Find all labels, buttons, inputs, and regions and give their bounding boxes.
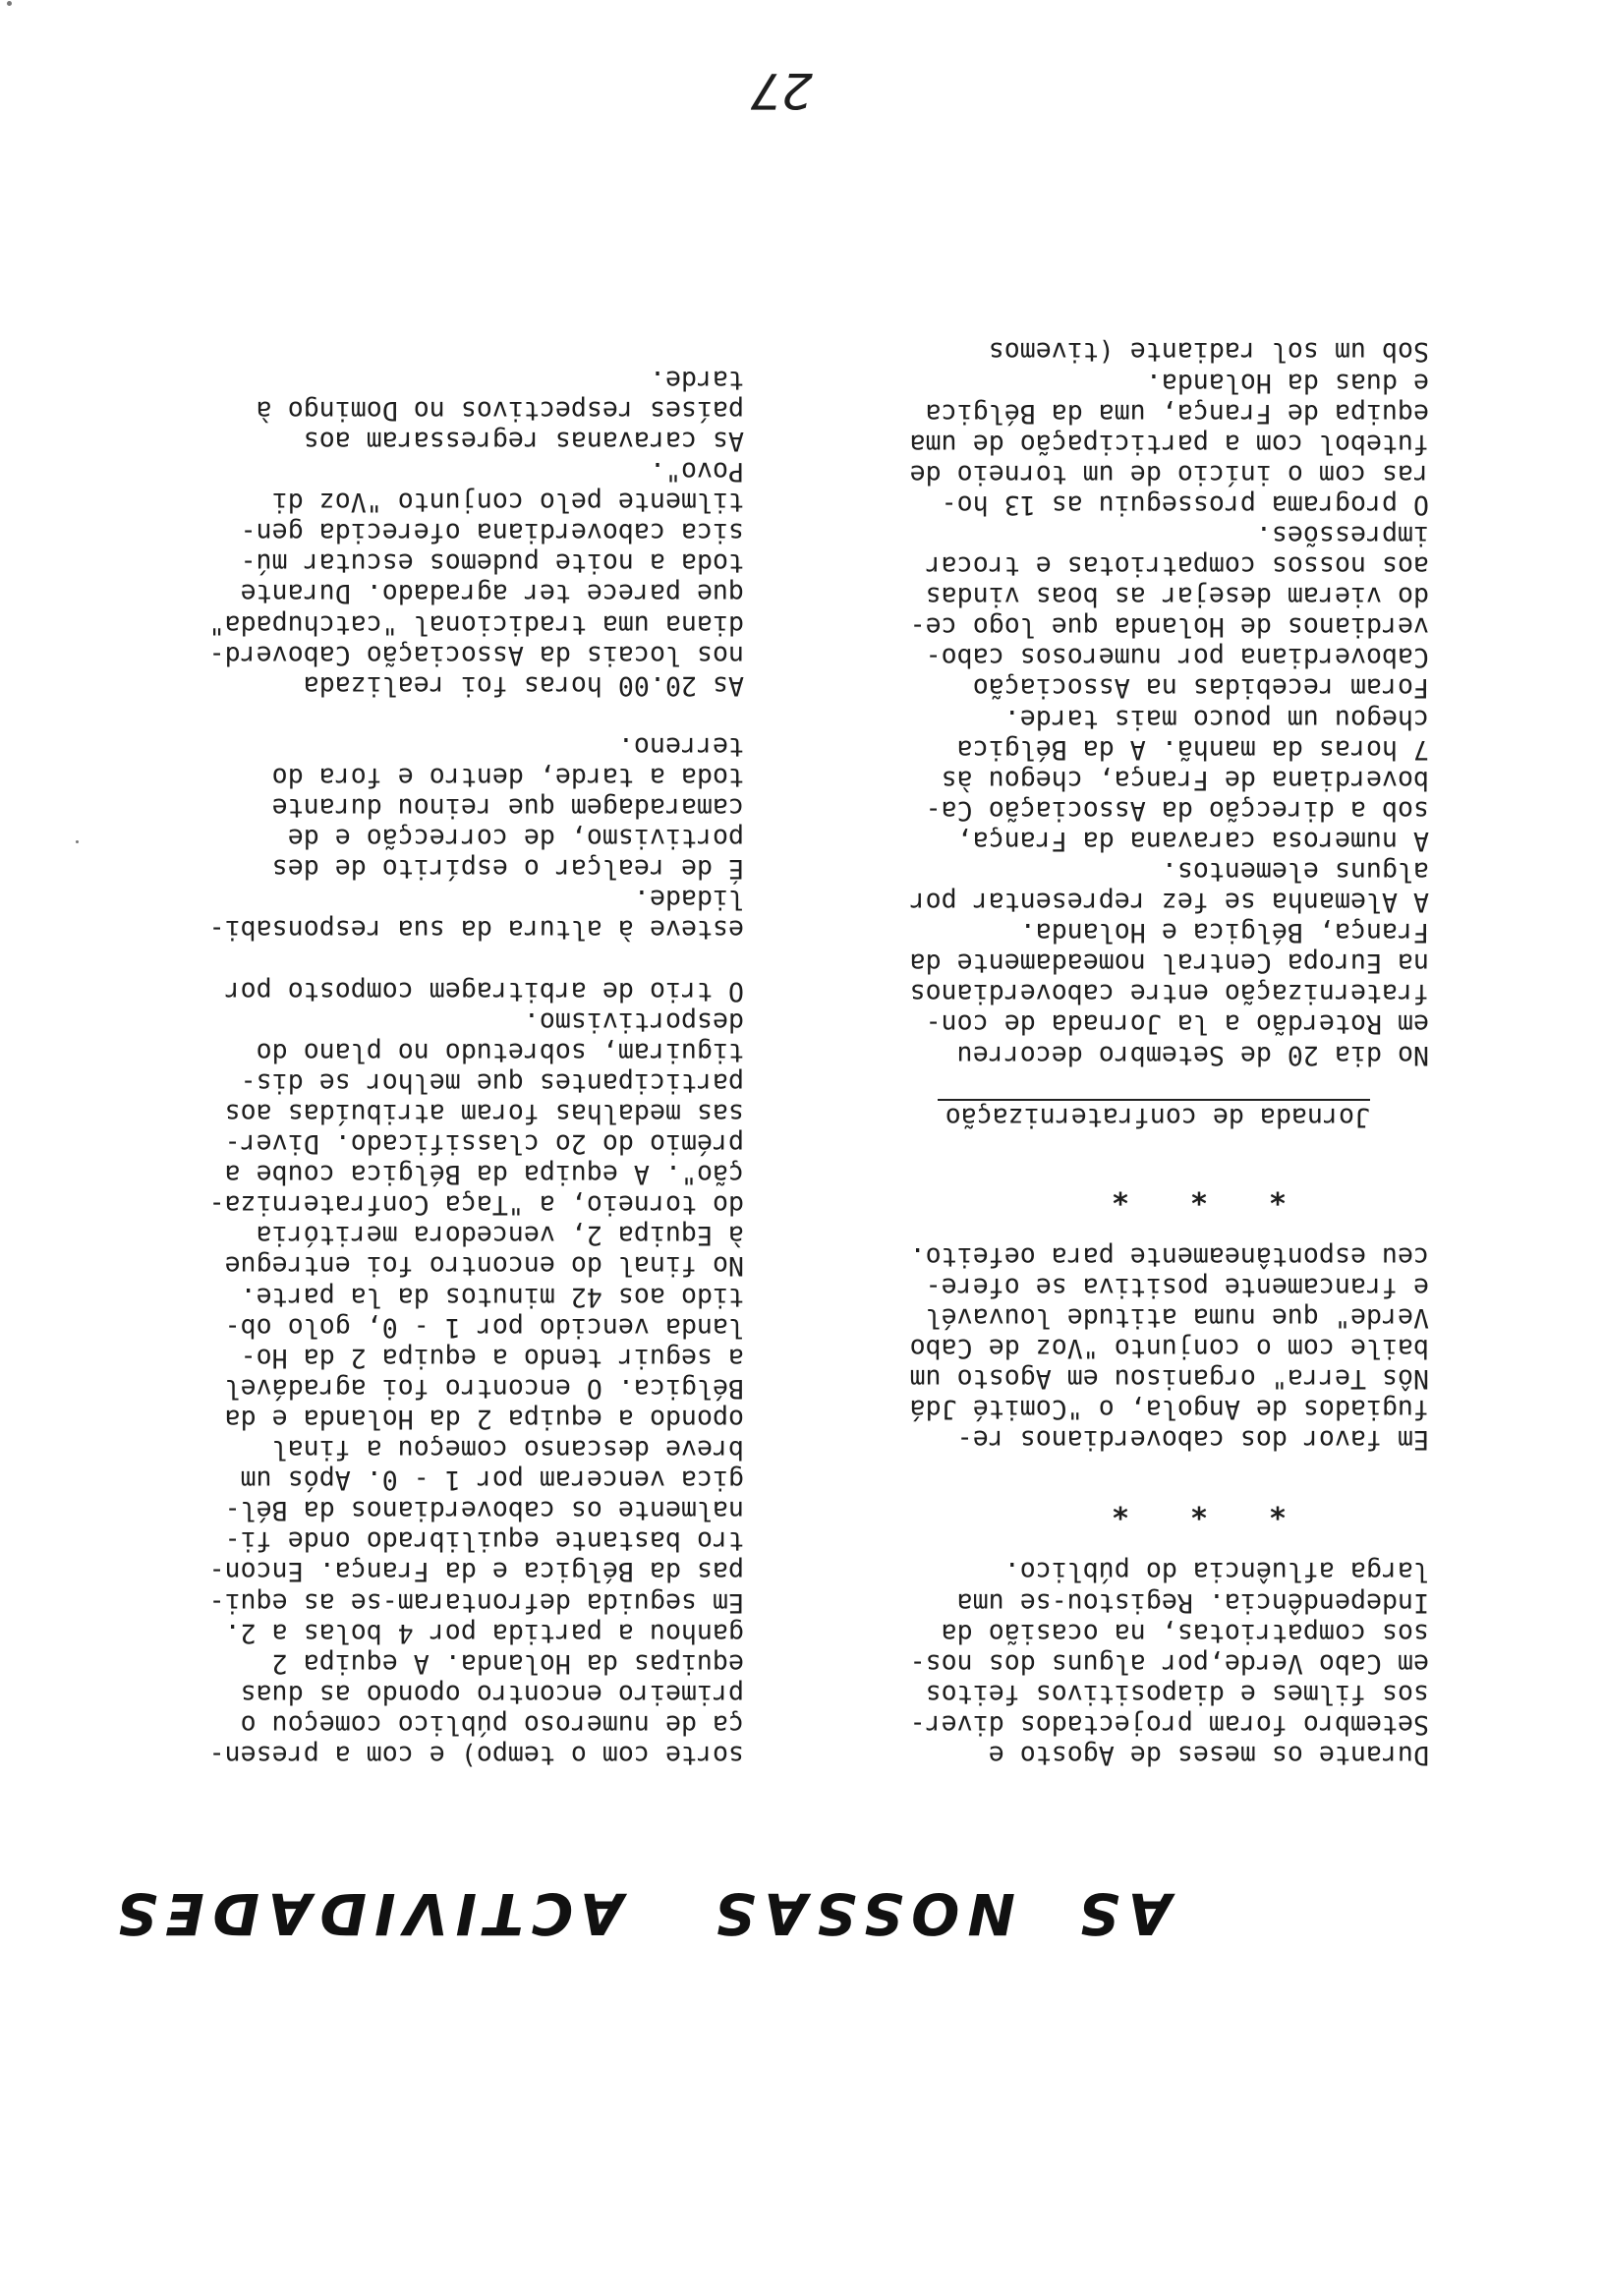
text-line: tro bastante equilibrado onde fi- [224, 1525, 744, 1557]
text-line: opondo a equipa 2 da Holanda e da [224, 1403, 744, 1434]
text-line: sos filmes e diapositivos feitos [925, 1678, 1429, 1709]
right-column [164, 365, 744, 1770]
scan-speck [76, 840, 79, 843]
text-line: A Alemanha se fez representar por [909, 887, 1429, 918]
text-line: Setembro foram projectados diver- [909, 1708, 1429, 1740]
text-line: ção". A equipa da Bélgica coube a [224, 1159, 744, 1190]
text-line: sas medalhas foram atribuídas aos [224, 1098, 744, 1129]
text-line: Sob um sol radiante (tivemos [988, 336, 1429, 368]
star-glyph: * [1189, 1490, 1208, 1525]
text-line: camaradagem que reinou durante [271, 792, 744, 824]
text-line: ras com o início de um torneio de [909, 458, 1429, 489]
text-line: Durante os meses de Agosto e [988, 1740, 1429, 1770]
text-line: portivismo, de correcção e de [287, 823, 744, 854]
text-line: alguns elementos. [1161, 856, 1429, 888]
text-line: sos compatriotas, na ocasião da [941, 1617, 1429, 1648]
text-line: 7 horas da manhã. A da Bélgica [956, 733, 1429, 765]
header-word-1: AS [1070, 1880, 1172, 1947]
text-line: O programa prosseguiu as 13 ho- [941, 488, 1429, 520]
star-glyph: * [1189, 1175, 1208, 1210]
text-line: A numerosa caravana da França, [956, 825, 1429, 856]
text-line: prémio do 2o classificado. Diver- [224, 1128, 744, 1160]
text-line: pas da Bélgica e da França. Encon- [208, 1556, 744, 1587]
text-line: futebol com a participação de uma [909, 428, 1429, 459]
text-line: países respectivos no Domingo à [256, 394, 744, 426]
text-line: do torneio, a "Taça Confraterniza- [208, 1189, 744, 1221]
left-column [859, 336, 1429, 1770]
section-separator-stars [859, 1140, 1429, 1241]
text-line: verdianos de Holanda que logo ce- [909, 611, 1429, 643]
text-line: No final do encontro foi entregue [224, 1250, 744, 1282]
text-line: Caboverdiana por numerosos cabo- [925, 642, 1429, 673]
text-line: Foram recebidas na Associação [972, 672, 1429, 704]
text-line: tiguiram, sobretudo no plano do [256, 1036, 744, 1067]
text-line: fugiados de Angola, o "Comité Jdá [909, 1394, 1429, 1425]
text-line: primeiro encontro opondo as duas [240, 1678, 744, 1709]
text-line: participantes que melhor se dis- [240, 1066, 744, 1098]
text-line: terreno. [617, 730, 744, 762]
heading-underline [938, 1099, 1370, 1101]
text-line: Nôs Terra" organisou em Agosto um [909, 1363, 1429, 1395]
text-line: desportivismo. [523, 1005, 744, 1037]
text-line: tarde. [649, 364, 744, 395]
text-line: e francamente positiva se ofere- [925, 1271, 1429, 1302]
text-line: a seguir tendo a equipa 2 da Ho- [240, 1342, 744, 1373]
text-line: à Equipa 2, vencedora meritória [256, 1220, 744, 1251]
section-heading-text: Jornada de confraternização [945, 1101, 1370, 1132]
scan-speck [7, 1, 12, 6]
text-line: equipa de França, uma da Bélgica [925, 397, 1429, 429]
text-line: nos locais da Associação Caboverd- [208, 639, 744, 670]
text-line: sob a direcção da Associação Ca- [925, 794, 1429, 826]
text-line: equipas da Holanda. A equipa 2 [271, 1647, 744, 1679]
star-glyph: * [1268, 1175, 1287, 1210]
text-line: em Cabo Verde,por alguns dos nos- [909, 1647, 1429, 1679]
text-line: esteve à altura da sua responsabi- [208, 914, 744, 946]
text-line: O trio de arbitragem composto por [224, 975, 744, 1006]
page-number: 27 [750, 62, 813, 119]
text-line: É de realçar o espírito de des [271, 853, 744, 885]
text-line: tido aos 42 minutos da la parte. [240, 1281, 744, 1312]
text-line: lidade. [633, 884, 744, 915]
text-line: boverdiana de França, chegou às [941, 764, 1429, 795]
text-line: tilmente pelo conjunto "Voz di [271, 487, 744, 518]
star-glyph: * [1111, 1175, 1129, 1210]
text-line: fraternização entre caboverdianos [909, 978, 1429, 1009]
text-line: na Europa Central nomeadamente da [909, 947, 1429, 979]
star-glyph: * [1111, 1490, 1129, 1525]
text-line: toda a tarde, dentro e fora do [271, 762, 744, 792]
text-line: Independência. Registou-se uma [956, 1586, 1429, 1618]
text-line: e duas da Holanda. [1145, 367, 1429, 398]
text-line: sorte com o tempo) e com a presen- [208, 1740, 744, 1770]
section-separator-stars [859, 1455, 1429, 1556]
text-line: em Roterdão a la Jornada de con- [925, 1008, 1429, 1040]
text-line: breve descanso começou a final [271, 1434, 744, 1465]
text-line: toda a noite pudemos escutar mú- [240, 547, 744, 579]
text-line: Em seguida defrontaram-se as equi- [208, 1586, 744, 1618]
header-word-2: NOSSAS [706, 1880, 1015, 1947]
text-line: No dia 20 de Setembro decorreu [956, 1039, 1429, 1070]
text-line: nalmente os caboverdianos da Bél- [224, 1495, 744, 1526]
section-heading [859, 1101, 1429, 1140]
text-line: As 20.00 horas foi realizada [303, 669, 744, 701]
text-line: larga afluência do público. [1003, 1556, 1429, 1587]
header-word-3: ACTIVIDADES [108, 1880, 624, 1947]
text-line: gica venceram por 1 - 0. Após um [240, 1464, 744, 1496]
text-line: ganhou a partida por 4 bolas a 2. [224, 1617, 744, 1648]
page-header [109, 1880, 1172, 1947]
text-line: Bélgica. O encontro foi agradável [224, 1372, 744, 1404]
text-line: sica caboverdiana oferecida gen- [240, 517, 744, 548]
text-line: Povo". [649, 456, 744, 488]
text-line: Verde" que numa atitude louvavél [925, 1301, 1429, 1333]
star-glyph: * [1268, 1490, 1287, 1525]
text-line: landa vencido por 1 - 0, golo ob- [224, 1311, 744, 1343]
text-line: As caravanas regressaram aos [303, 425, 744, 456]
text-line: que parece ter agradado. Durante [240, 578, 744, 609]
text-line: ça de numeroso público começou o [240, 1708, 744, 1740]
text-line: diana uma tradicional "catchupada" [208, 608, 744, 640]
text-line: chegou um pouco mais tarde. [1003, 703, 1429, 734]
text-line: baile com o conjunto "Voz de Cabo [909, 1333, 1429, 1364]
text-line: França, Bélgica e Holanda. [1019, 917, 1429, 948]
text-line: aos nossos compatriotas e trocar [925, 550, 1429, 582]
text-line: impressões. [1255, 520, 1429, 550]
text-line: do vieram desejar as boas vindas [925, 581, 1429, 612]
text-line: Em favor dos caboverdianos re- [956, 1424, 1429, 1456]
text-line: ceu espontâneamente para oefeito. [909, 1240, 1429, 1272]
